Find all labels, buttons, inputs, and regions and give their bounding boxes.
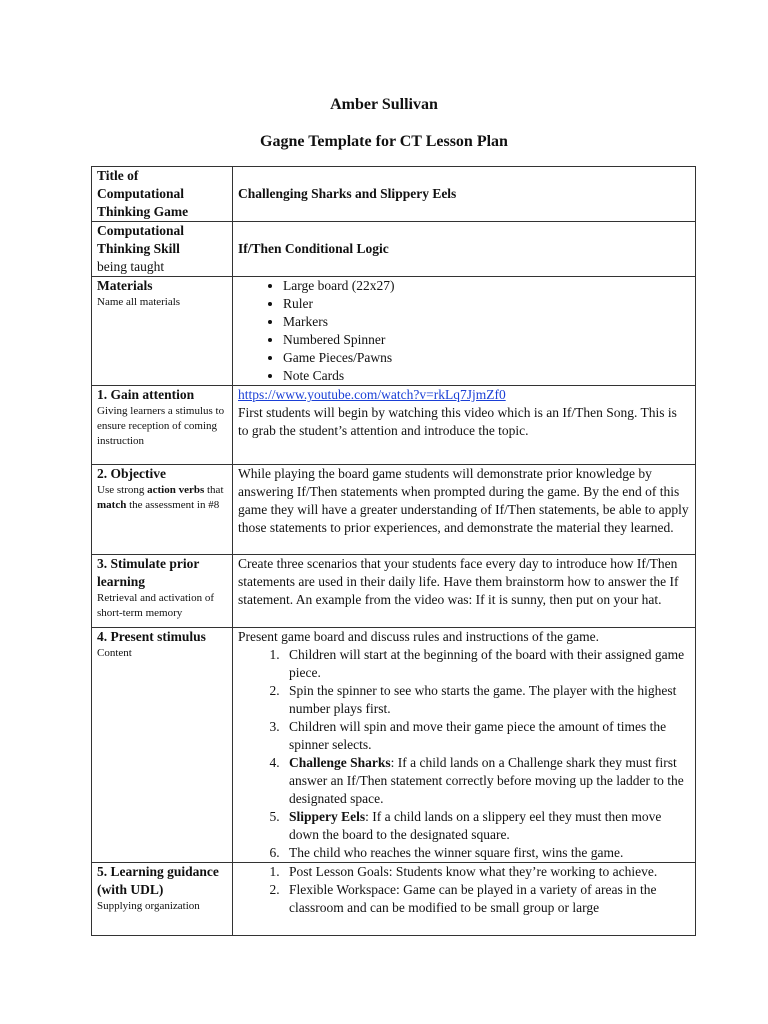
- label-prior: 3. Stimulate prior learning: [97, 556, 200, 589]
- list-item: • Large board (22x27): [283, 277, 690, 295]
- stimulus-cell: [233, 628, 696, 863]
- list-item: • Markers: [283, 313, 690, 331]
- row-label: [92, 386, 233, 465]
- document-title: Gagne Template for CT Lesson Plan: [260, 133, 508, 150]
- table-row-guidance: [92, 863, 696, 936]
- lesson-plan-table: [91, 166, 696, 936]
- label-attention-sub: Giving learners a stimulus to ensure reception of coming instruction: [97, 405, 225, 447]
- list-item: • Ruler: [283, 295, 690, 313]
- table-row-prior: [92, 555, 696, 628]
- list-item: 6. The child who reaches the winner square first, wins the game.: [283, 844, 690, 862]
- row-label: [92, 465, 233, 555]
- materials-list: [238, 277, 690, 385]
- list-item: 2. Flexible Workspace: Game can be played in a variety of areas in the classroom and can be modified to be small group or large: [283, 881, 690, 917]
- label-objective-sub: Use strong action verbs that match the assessment in #8: [97, 484, 224, 511]
- label-stimulus-sub: Content: [97, 647, 132, 659]
- list-item: 1. Children will start at the beginning of the board with their assigned game piece.: [283, 646, 690, 682]
- attention-text: First students will begin by watching this video which is an If/Then Song. This is to grab the student’s attention and introduce the topic.: [238, 405, 677, 438]
- attention-cell: [233, 386, 696, 465]
- row-label: [92, 863, 233, 936]
- row-label: [92, 222, 233, 277]
- table-row-stimulus: [92, 628, 696, 863]
- game-title-value: Challenging Sharks and Slippery Eels: [233, 167, 696, 222]
- label-attention: 1. Gain attention: [97, 387, 195, 402]
- label-guidance: 5. Learning guidance (with UDL): [97, 864, 219, 897]
- list-item: 5. Slippery Eels: If a child lands on a slippery eel they must then move down the board to the designated square.: [283, 808, 690, 844]
- label-guidance-sub: Supplying organization: [97, 900, 200, 912]
- stimulus-intro: Present game board and discuss rules and instructions of the game.: [238, 629, 600, 644]
- row-label: [92, 167, 233, 222]
- table-row-materials: [92, 277, 696, 386]
- list-item: 4. Challenge Sharks: If a child lands on a Challenge shark they must first answer an If/Then statement correctly before moving up the ladder to the designated space.: [283, 754, 690, 808]
- materials-cell: [233, 277, 696, 386]
- label-title: Title of Computational Thinking Game: [97, 168, 189, 219]
- label-skill-sub: being taught: [97, 259, 165, 274]
- skill-value: If/Then Conditional Logic: [233, 222, 696, 277]
- row-label: [92, 628, 233, 863]
- list-item: • Game Pieces/Pawns: [283, 349, 690, 367]
- label-skill: Computational Thinking Skill: [97, 223, 185, 256]
- label-materials-sub: Name all materials: [97, 296, 181, 308]
- game-steps-list: [238, 646, 690, 862]
- table-row-skill: [92, 222, 696, 277]
- video-link[interactable]: https://www.youtube.com/watch?v=rkLq7JjmZf0: [238, 387, 506, 402]
- list-item: 2. Spin the spinner to see who starts the game. The player with the highest number plays first.: [283, 682, 690, 718]
- label-stimulus: 4. Present stimulus: [97, 629, 206, 644]
- table-row-objective: [92, 465, 696, 555]
- objective-text: While playing the board game students will demonstrate prior knowledge by answering If/Then statements when prompted during the game. By the end of this game they will have a greater understanding of If/Then statements, be able to apply those statements to prior experiences, and demonstrate the material they learned.: [233, 465, 696, 555]
- guidance-list: [238, 863, 690, 917]
- row-label: [92, 277, 233, 386]
- label-materials: Materials: [97, 278, 153, 293]
- row-label: [92, 555, 233, 628]
- list-item: 3. Children will spin and move their game piece the amount of times the spinner selects.: [283, 718, 690, 754]
- guidance-cell: [233, 863, 696, 936]
- list-item: • Numbered Spinner: [283, 331, 690, 349]
- table-row-attention: [92, 386, 696, 465]
- label-objective: 2. Objective: [97, 466, 166, 481]
- list-item: • Note Cards: [283, 367, 690, 385]
- prior-text: Create three scenarios that your students face every day to introduce how If/Then statements are used in their daily life. Have them brainstorm how to answer the If statement. An example from the video was: If it is sunny, then put on your hat.: [233, 555, 696, 628]
- author-name: Amber Sullivan: [330, 96, 438, 113]
- table-row-title: [92, 167, 696, 222]
- label-prior-sub: Retrieval and activation of short-term memory: [97, 592, 214, 619]
- list-item: 1. Post Lesson Goals: Students know what they’re working to achieve.: [283, 863, 690, 881]
